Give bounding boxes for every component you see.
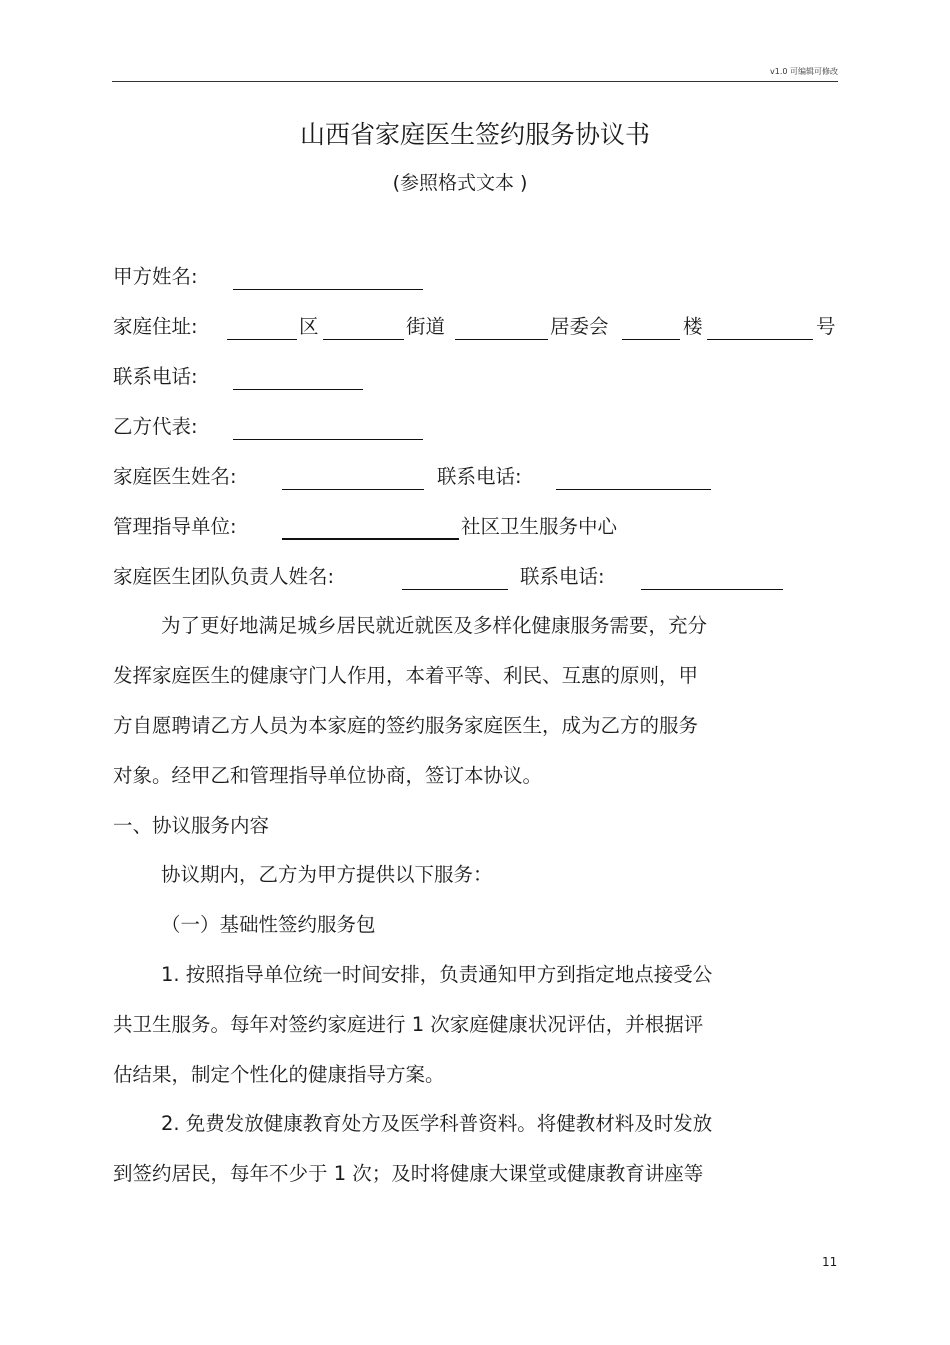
item-line: 估结果，制定个性化的健康指导方案。 [113, 1063, 445, 1086]
phone-field[interactable] [233, 389, 363, 390]
section-heading: 一、协议服务内容 [113, 814, 270, 837]
team-leader-field[interactable] [402, 589, 508, 590]
address-district-field[interactable] [227, 339, 297, 340]
address-committee-text: 居委会 [550, 315, 609, 338]
address-building-text: 楼 [683, 315, 703, 338]
mgmt-unit-field[interactable] [282, 538, 459, 540]
phone-label: 联系电话: [113, 365, 198, 388]
intro-line: 为了更好地满足城乡居民就近就医及多样化健康服务需要，充分 [161, 614, 708, 637]
doctor-name-field[interactable] [282, 489, 424, 490]
party-a-name-field[interactable] [233, 289, 423, 290]
header-version-note: v1.0 可编辑可修改 [770, 67, 838, 76]
intro-line: 对象。经甲乙和管理指导单位协商，签订本协议。 [113, 764, 543, 787]
address-street-field[interactable] [323, 339, 404, 340]
header-rule [112, 81, 838, 82]
doctor-phone-field[interactable] [556, 489, 711, 490]
party-b-rep-label: 乙方代表: [113, 415, 198, 438]
intro-line: 方自愿聘请乙方人员为本家庭的签约服务家庭医生，成为乙方的服务 [113, 714, 699, 737]
item-line: 2. 免费发放健康教育处方及医学科普资料。将健教材料及时发放 [161, 1112, 713, 1135]
team-leader-label: 家庭医生团队负责人姓名: [113, 565, 335, 588]
item-line: 1. 按照指导单位统一时间安排，负责通知甲方到指定地点接受公 [161, 963, 713, 986]
doctor-name-label: 家庭医生姓名: [113, 465, 237, 488]
item-line: 到签约居民，每年不少于 1 次；及时将健康大课堂或健康教育讲座等 [113, 1162, 704, 1185]
mgmt-unit-suffix: 社区卫生服务中心 [461, 515, 618, 538]
team-phone-label: 联系电话: [520, 565, 605, 588]
package-heading: （一）基础性签约服务包 [161, 913, 376, 936]
party-b-rep-field[interactable] [233, 439, 423, 440]
address-label: 家庭住址: [113, 315, 198, 338]
address-number-field[interactable] [707, 339, 813, 340]
intro-line: 发挥家庭医生的健康守门人作用，本着平等、利民、互惠的原则，甲 [113, 664, 699, 687]
document-subtitle: (参照格式文本 ) [392, 172, 528, 194]
address-committee-field[interactable] [455, 339, 548, 340]
section-intro: 协议期内，乙方为甲方提供以下服务： [161, 863, 493, 886]
address-building-field[interactable] [622, 339, 680, 340]
address-number-text: 号 [816, 315, 836, 338]
mgmt-unit-label: 管理指导单位: [113, 515, 237, 538]
document-title: 山西省家庭医生签约服务协议书 [299, 120, 650, 149]
item-line: 共卫生服务。每年对签约家庭进行 1 次家庭健康状况评估，并根据评 [113, 1013, 704, 1036]
page-number: 11 [822, 1255, 838, 1269]
address-street-text: 街道 [406, 315, 446, 338]
address-district-text: 区 [299, 315, 319, 338]
party-a-name-label: 甲方姓名: [113, 265, 198, 288]
team-phone-field[interactable] [641, 589, 783, 590]
doctor-phone-label: 联系电话: [437, 465, 522, 488]
